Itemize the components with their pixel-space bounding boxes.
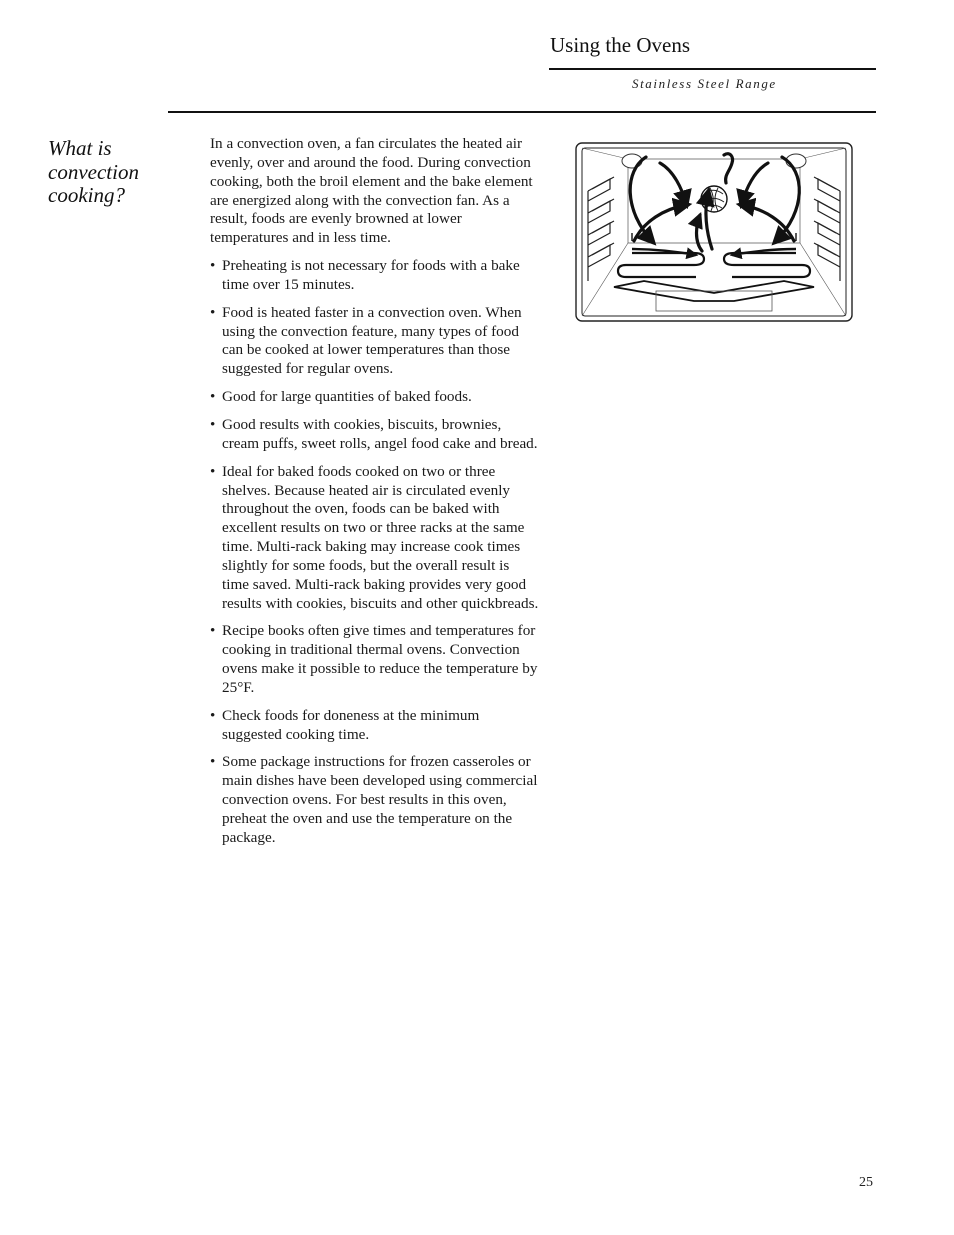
bullet-icon: • (210, 415, 216, 433)
bullet-icon: • (210, 462, 216, 480)
list-item-text: Good for large quantities of baked foods. (222, 388, 472, 406)
list-item (210, 257, 540, 295)
list-item-text: Ideal for baked foods cooked on two or three shelves. Because heated air is circulated evenly throughout the oven, foods can be baked with excellent results on two or three racks at the same time. Multi-rack baking may increase cook times slightly for some foods, but the overall result is time saved. Multi-rack baking provides very good results with cookies, biscuits and other quickbreads. (222, 462, 539, 612)
page-header-subtitle: Stainless Steel Range (632, 76, 777, 91)
bullet-icon: • (210, 257, 216, 275)
convection-oven-diagram-icon (574, 141, 854, 323)
list-item-text: Recipe books often give times and temperatures for cooking in traditional thermal ovens. Convection ovens make it possible to reduce the temperature by 25°F. (222, 622, 538, 696)
list-item (210, 416, 540, 454)
list-item-text: Good results with cookies, biscuits, brownies, cream puffs, sweet rolls, angel food cake and bread. (222, 415, 538, 452)
list-item (210, 304, 540, 379)
bullet-icon: • (210, 303, 216, 321)
section-divider (168, 111, 876, 113)
intro-paragraph: In a convection oven, a fan circulates the heated air evenly, over and around the food. During convection cooking, both the broil element and the bake element are energized along with the convection fan. As a result, foods are evenly browned at lower temperatures and in less time. (210, 135, 533, 247)
section-heading (48, 137, 168, 208)
bullet-icon: • (210, 388, 216, 406)
list-item (210, 622, 540, 697)
page-number: 25 (859, 1175, 873, 1190)
oven-outer-frame (576, 143, 852, 321)
body-text-column (210, 135, 540, 857)
section-heading-line: cooking? (48, 183, 125, 207)
section-heading-line: What is (48, 136, 112, 160)
bullet-icon: • (210, 706, 216, 724)
list-item (210, 707, 540, 745)
page-header-title: Using the Ovens (550, 33, 690, 57)
list-item (210, 463, 540, 614)
header-divider (549, 68, 876, 70)
list-item-text: Food is heated faster in a convection oven. When using the convection feature, many types of food can be cooked at lower temperatures than those suggested for regular ovens. (222, 303, 522, 378)
feature-list (210, 257, 540, 848)
bullet-icon: • (210, 753, 216, 771)
list-item (210, 388, 540, 407)
list-item-text: Check foods for doneness at the minimum suggested cooking time. (222, 706, 480, 743)
list-item-text: Preheating is not necessary for foods with a bake time over 15 minutes. (222, 257, 520, 293)
bullet-icon: • (210, 622, 216, 640)
section-heading-line: convection (48, 159, 139, 184)
list-item-text: Some package instructions for frozen casseroles or main dishes have been developed using commercial convection ovens. For best results in this oven, preheat the oven and use the temperature on the package. (222, 753, 538, 846)
list-item (210, 753, 540, 847)
